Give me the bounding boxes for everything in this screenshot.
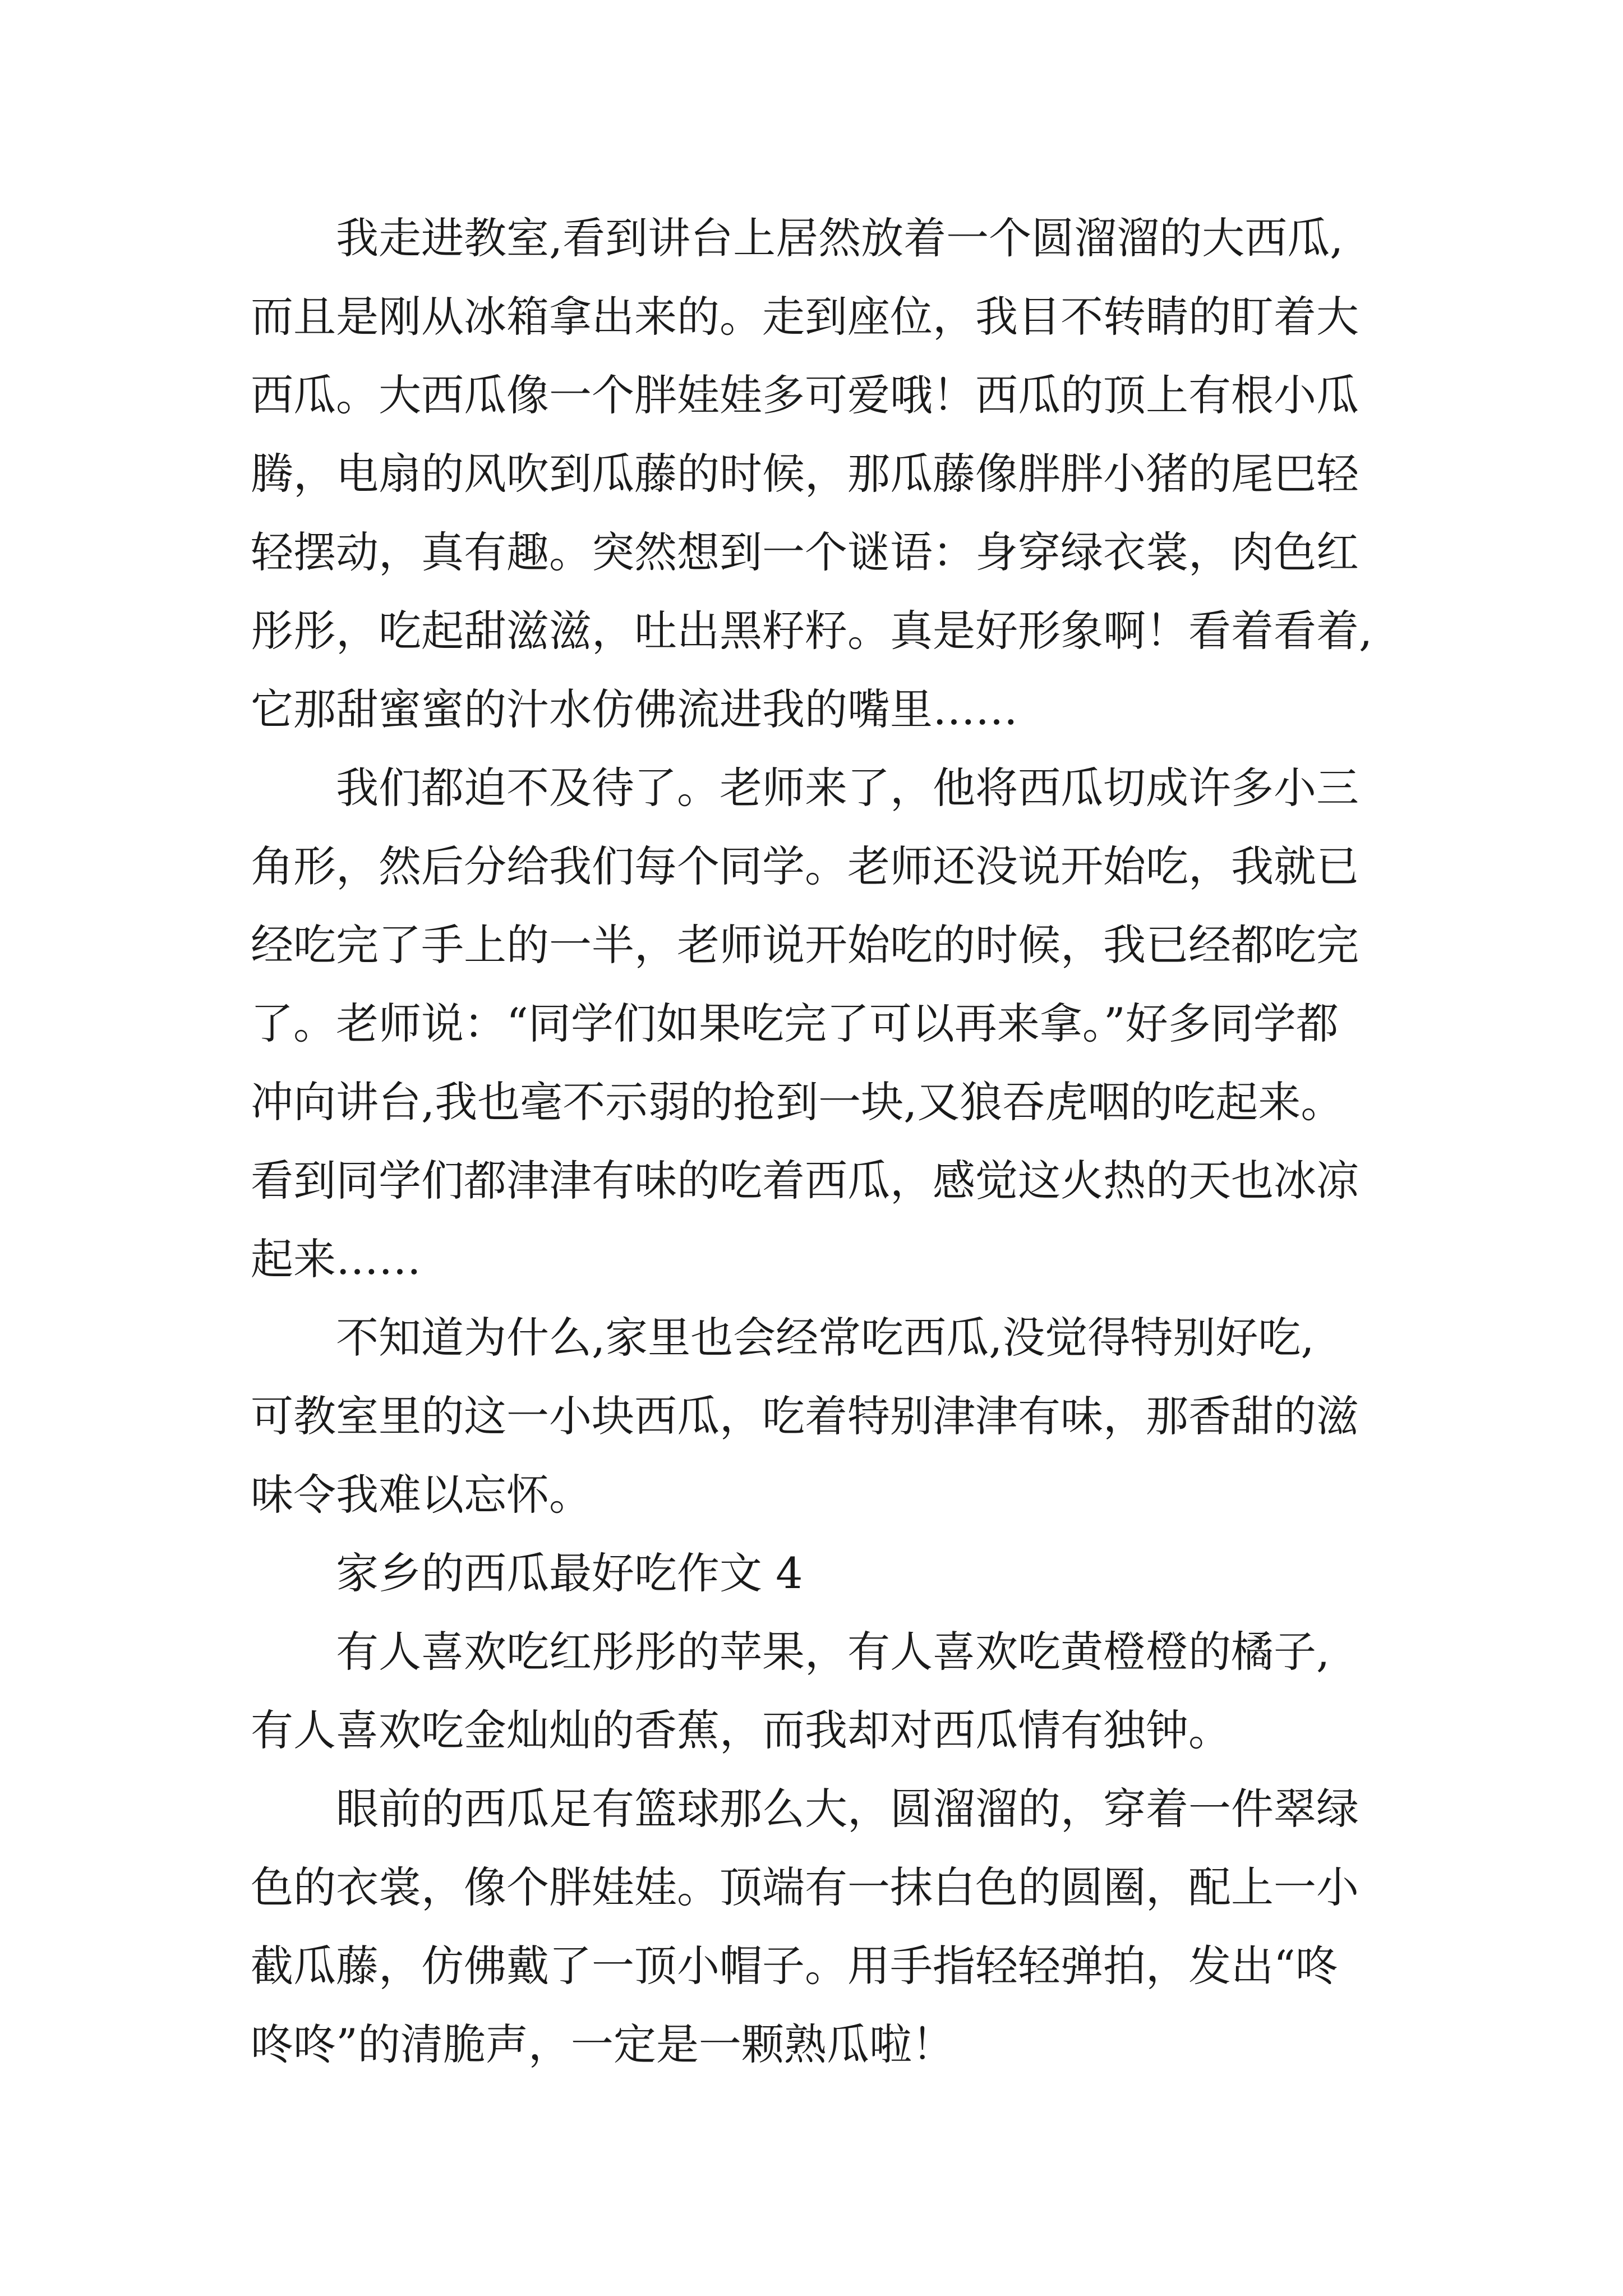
paragraph-line: 咚咚”的清脆声，一定是一颗熟瓜啦！: [251, 2019, 955, 2069]
paragraph-line: 味令我难以忘怀。: [251, 1470, 592, 1520]
paragraph-line: 彤彤，吃起甜滋滋，吐出黑籽籽。真是好形象啊！看着看着,: [251, 606, 1373, 656]
paragraph-line: 而且是刚从冰箱拿出来的。走到座位，我目不转睛的盯着大: [251, 292, 1359, 342]
paragraph-line: 西瓜。大西瓜像一个胖娃娃多可爱哦！西瓜的顶上有根小瓜: [251, 370, 1359, 420]
paragraph-line: 我们都迫不及待了。老师来了，他将西瓜切成许多小三: [336, 763, 1359, 813]
section-heading: 家乡的西瓜最好吃作文 4: [336, 1548, 803, 1598]
paragraph-line: 腾，电扇的风吹到瓜藤的时候，那瓜藤像胖胖小猪的尾巴轻: [251, 449, 1359, 499]
paragraph-line: 角形，然后分给我们每个同学。老师还没说开始吃，我就已: [251, 841, 1359, 891]
paragraph-line: 它那甜蜜蜜的汁水仿佛流进我的嘴里……: [251, 684, 1018, 734]
essay-text: [251, 199, 1378, 2084]
paragraph-line: 截瓜藤，仿佛戴了一顶小帽子。用手指轻轻弹拍，发出“咚: [251, 1941, 1338, 1991]
paragraph-line: 看到同学们都津津有味的吃着西瓜，感觉这火热的天也冰凉: [251, 1156, 1359, 1205]
paragraph-line: 冲向讲台,我也毫不示弱的抢到一块,又狼吞虎咽的吃起来。: [251, 1077, 1344, 1127]
paragraph-line: 经吃完了手上的一半，老师说开始吃的时候，我已经都吃完: [251, 920, 1359, 970]
paragraph-line: 有人喜欢吃红彤彤的苹果，有人喜欢吃黄橙橙的橘子,: [336, 1627, 1330, 1677]
paragraph-line: 可教室里的这一小块西瓜，吃着特别津津有味，那香甜的滋: [251, 1391, 1359, 1441]
paragraph-line: 色的衣裳，像个胖娃娃。顶端有一抹白色的圆圈，配上一小: [251, 1862, 1359, 1912]
paragraph-line: 有人喜欢吃金灿灿的香蕉，而我却对西瓜情有独钟。: [251, 1705, 1231, 1755]
paragraph-line: 不知道为什么,家里也会经常吃西瓜,没觉得特别好吃,: [336, 1313, 1315, 1363]
paragraph-line: 轻摆动，真有趣。突然想到一个谜语：身穿绿衣裳，肉色红: [251, 527, 1359, 577]
paragraph-line: 我走进教室,看到讲台上居然放着一个圆溜溜的大西瓜,: [336, 213, 1344, 263]
paragraph-line: 起来……: [251, 1234, 421, 1284]
paragraph-line: 了。老师说：“同学们如果吃完了可以再来拿。”好多同学都: [251, 999, 1339, 1048]
paragraph-line: 眼前的西瓜足有篮球那么大，圆溜溜的，穿着一件翠绿: [336, 1784, 1359, 1834]
